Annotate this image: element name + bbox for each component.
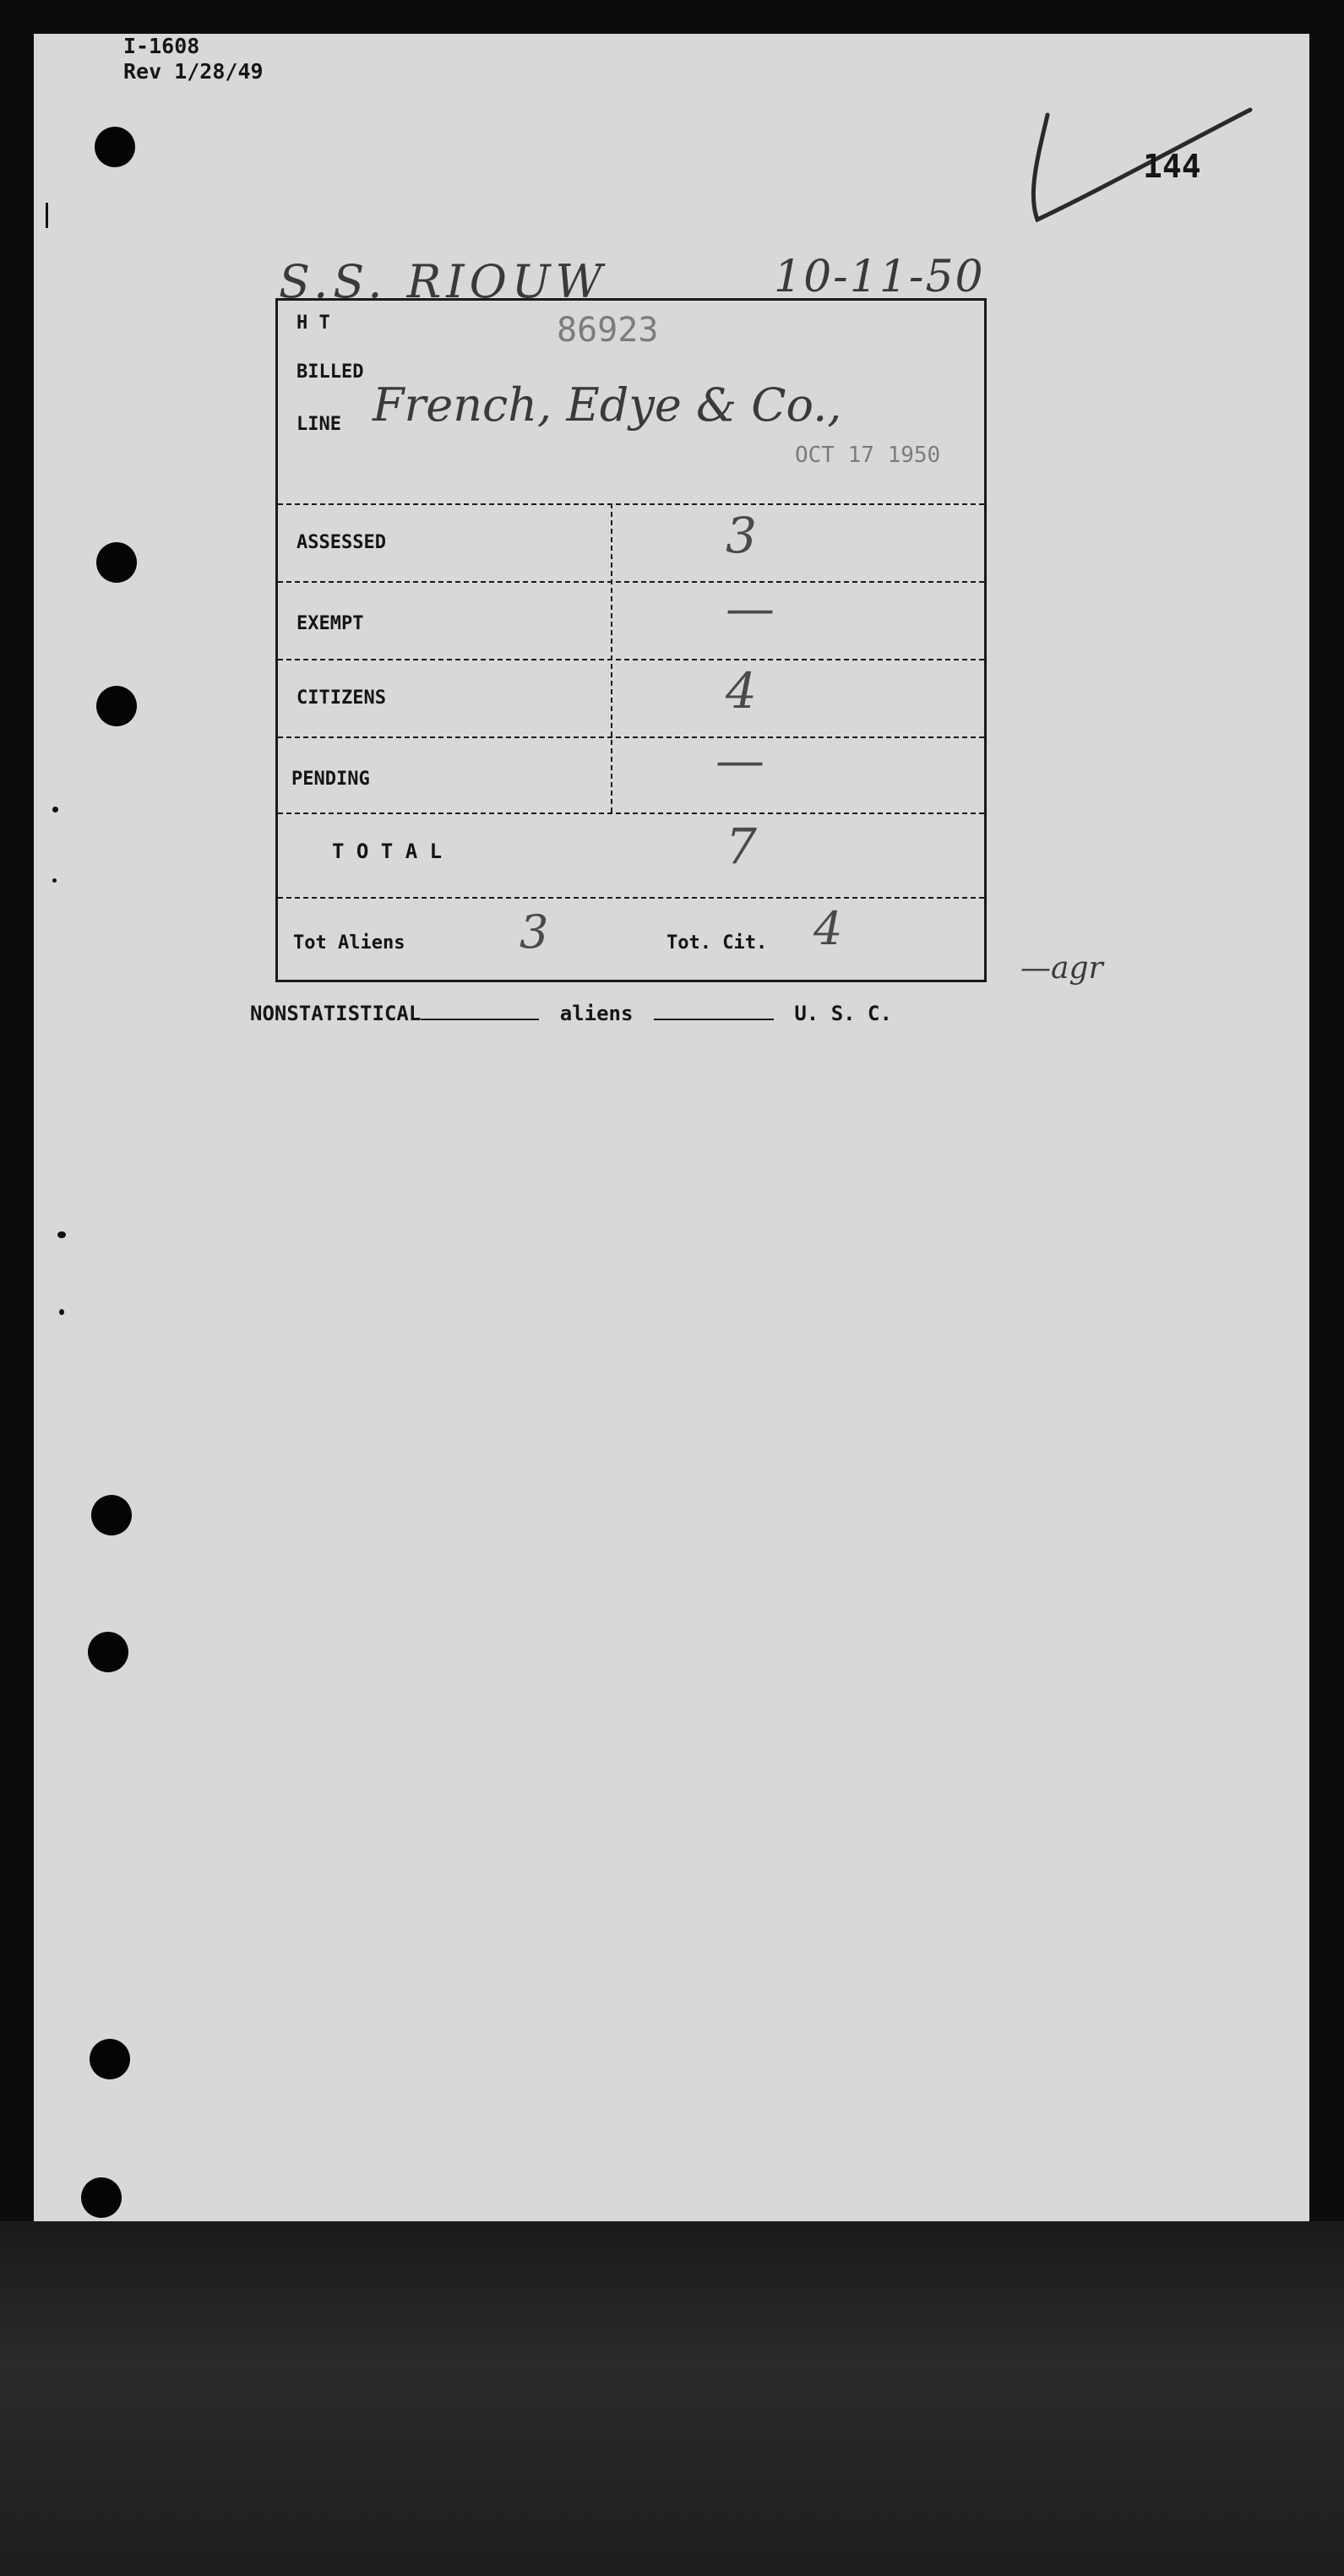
nonstatistical-line — [250, 1002, 892, 1025]
column-divider — [611, 503, 612, 812]
speck — [52, 878, 57, 883]
tot-cit-label: Tot. Cit. — [667, 932, 768, 954]
total-value: 7 — [726, 818, 757, 875]
nonstatistical-label: NONSTATISTICAL — [250, 1002, 422, 1025]
billed-label: BILLED — [297, 361, 364, 383]
line-label: LINE — [297, 414, 341, 435]
speck — [59, 1309, 64, 1315]
citizens-value: 4 — [726, 662, 757, 720]
form-number: I-1608 — [123, 34, 200, 58]
received-date-stamp: OCT 17 1950 — [795, 443, 941, 468]
assessed-value: 3 — [726, 507, 757, 564]
divider — [278, 581, 984, 583]
pending-value: — — [716, 731, 765, 789]
aliens-blank — [654, 1019, 774, 1020]
aliens-label: aliens — [559, 1002, 634, 1025]
vessel-name: S.S. RIOUW — [279, 255, 607, 308]
divider — [278, 659, 984, 660]
vessel-date: 10-11-50 — [774, 252, 985, 302]
reviewer-initials: —agr — [1020, 951, 1103, 986]
punch-hole — [96, 686, 137, 726]
divider — [278, 503, 984, 505]
usc-label: U. S. C. — [794, 1002, 892, 1025]
ht-label: H T — [297, 312, 330, 334]
page-number: 144 — [1143, 148, 1201, 185]
check-mark-icon — [1024, 93, 1260, 245]
speck — [46, 203, 48, 228]
punch-hole — [88, 1632, 128, 1672]
speck — [52, 807, 58, 812]
divider — [278, 736, 984, 738]
punch-hole — [90, 2039, 130, 2079]
punch-hole — [96, 542, 137, 583]
tot-cit-value: 4 — [813, 902, 843, 955]
speck — [57, 1231, 66, 1238]
scanner-background — [0, 2221, 1344, 2576]
divider — [278, 897, 984, 899]
manifest-form — [275, 298, 987, 982]
exempt-value: — — [726, 579, 775, 637]
document-page — [34, 34, 1309, 2221]
exempt-label: EXEMPT — [297, 613, 364, 634]
form-revision: Rev 1/28/49 — [123, 59, 264, 84]
tot-aliens-label: Tot Aliens — [293, 932, 405, 954]
punch-hole — [81, 2177, 122, 2218]
assessed-label: ASSESSED — [297, 532, 386, 553]
citizens-label: CITIZENS — [297, 687, 386, 709]
nonstatistical-blank — [421, 1019, 539, 1020]
ht-number: 86923 — [557, 311, 659, 350]
divider — [278, 812, 984, 814]
tot-aliens-value: 3 — [520, 905, 549, 959]
punch-hole — [95, 127, 135, 167]
punch-hole — [91, 1495, 132, 1535]
pending-label: PENDING — [291, 769, 370, 790]
line-value: French, Edye & Co., — [373, 378, 842, 432]
total-label: T O T A L — [332, 840, 443, 863]
